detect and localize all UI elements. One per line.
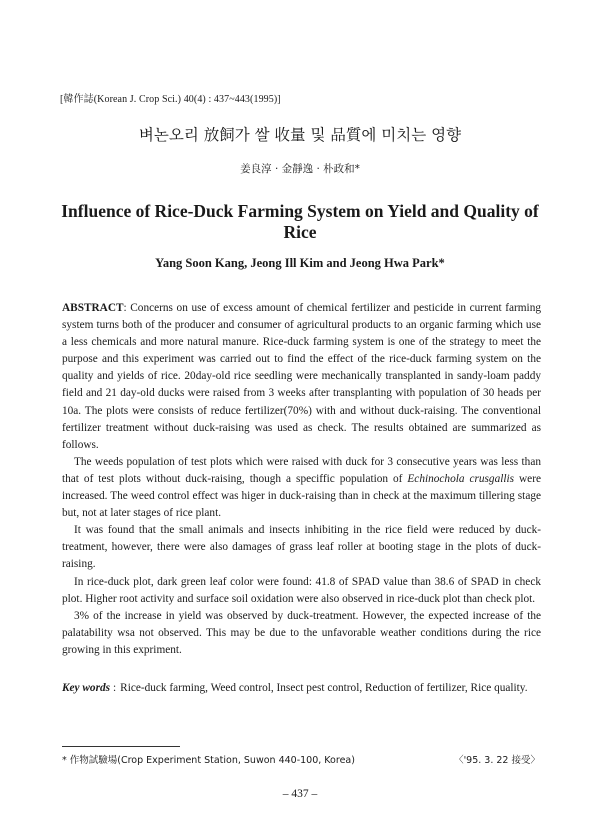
footnote-divider: [62, 746, 180, 747]
keywords-colon: :: [113, 682, 117, 694]
keywords: [62, 680, 541, 696]
page-number: – 437 –: [282, 788, 318, 800]
abstract-text-2a: The weeds population of test plots which were raised with duck for 3 consecutive years was less than that of test plots without duck-raising, though a speciffic population of: [62, 455, 541, 485]
journal-citation: [韓作誌(Korean J. Crop Sci.) 40(4) : 437~443(1995)]: [60, 94, 281, 105]
received-date: 〈'95. 3. 22 接受〉: [454, 755, 540, 766]
abstract: [62, 300, 541, 659]
abstract-paragraph-5: 3% of the increase in yield was observed by duck-treatment. However, the expected increase of the palatability wsa not observed. This may be due to the unfavorable weather conditions during the rice growing in this expriment.: [62, 609, 541, 656]
keywords-label: Key words: [62, 682, 111, 694]
abstract-paragraph-2: [62, 454, 541, 522]
english-authors: Yang Soon Kang, Jeong Ill Kim and Jeong Hwa Park*: [155, 256, 445, 270]
abstract-label: ABSTRACT: [62, 302, 124, 314]
keywords-text: Rice-duck farming, Weed control, Insect pest control, Reduction of fertilizer, Rice quality.: [120, 682, 528, 694]
abstract-paragraph-4: In rice-duck plot, dark green leaf color were found: 41.8 of SPAD value than 38.6 of SPAD in check plot. Higher root activity and surface soil oxidation were also observed in rice-duck plot than check plot.: [62, 575, 541, 605]
korean-authors: 姜良淳 · 金靜逸 · 朴政和*: [240, 163, 360, 175]
korean-title: 벼논오리 放飼가 쌀 收量 및 品質에 미치는 영향: [138, 126, 462, 144]
abstract-text-1: : Concerns on use of excess amount of chemical fertilizer and pesticide in current farming system turns both of the producer and consumer of agricultural products to an organic farming which use a less chemicals and more natural manure. Rice-duck farming system is one of the strategy to meet the purpose and this experiment was carried out to find the effect of the rice-duck farming system on the quality and yields of rice. 20day-old rice seedling were mechanically transplanted in sandy-loam paddy field and 21 day-old ducks were raised from 3 weeks after transplanting with population of 30 heads per 10a. The plots were consists of reduce fertilizer(70%) with and without duck-raising. The conventional fertilizer treatment without duck-raising was used as check. The results obtained are summarized as follows.: [62, 302, 541, 451]
abstract-paragraph-1: [62, 300, 541, 454]
english-title: Influence of Rice-Duck Farming System on Yield and Quality of Rice: [61, 201, 539, 242]
abstract-paragraph-3: It was found that the small animals and insects inhibiting in the rice field were reduced by duck-treatment, however, there were also damages of grass leaf roller at booting stage in the plots of duck-raising.: [62, 524, 541, 571]
species-name: Echinochola crusgallis: [407, 472, 515, 485]
footnote-affiliation: * 作物試驗場(Crop Experiment Station, Suwon 440-100, Korea): [62, 755, 355, 766]
abstract-text-2b: were increased. The weed control effect was higer in duck-raising than in check at the maximum tillering stage but, not at later stages of rice plant.: [62, 472, 541, 520]
